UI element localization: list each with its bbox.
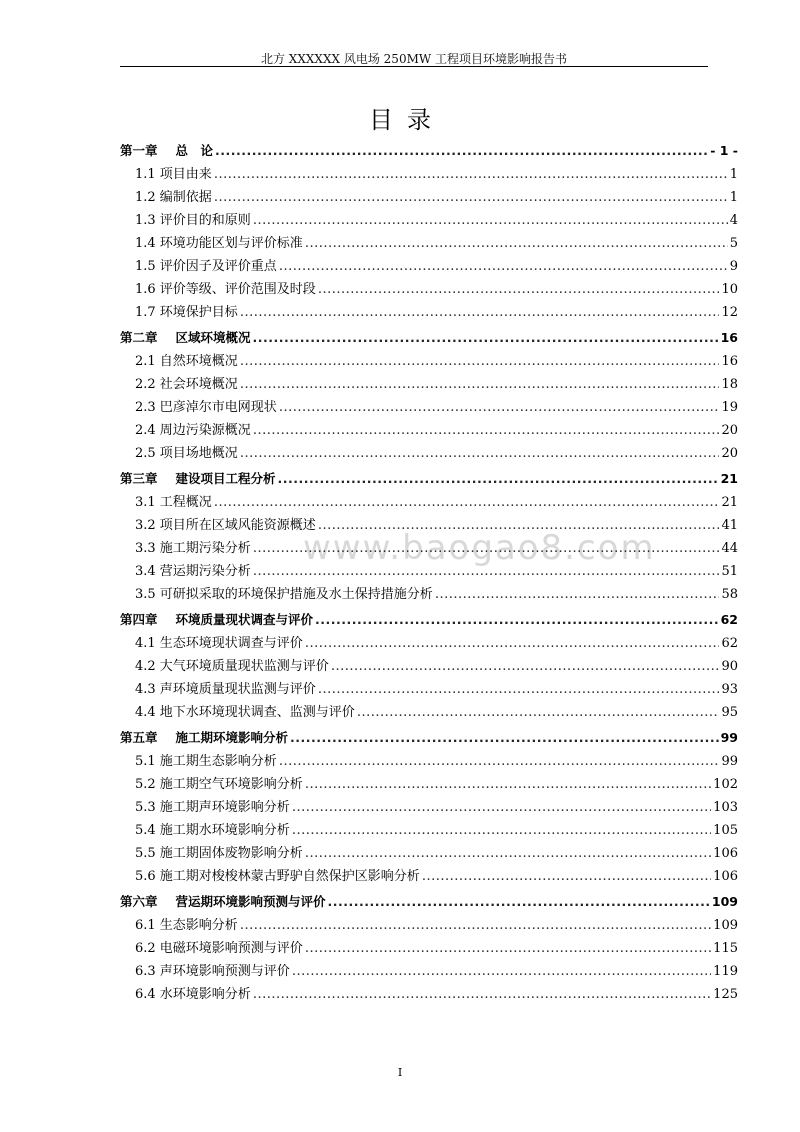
toc-entry-title: 2.1 自然环境概况 [135, 354, 238, 369]
dot-leader [422, 865, 711, 888]
toc-section-entry[interactable] [120, 209, 738, 232]
toc-entry-title: 1.3 评价目的和原则 [135, 213, 251, 228]
toc-section-entry[interactable] [120, 983, 738, 1006]
toc-section-entry[interactable] [120, 537, 738, 560]
toc-chapter-entry[interactable] [120, 139, 738, 163]
dot-leader [215, 139, 708, 163]
toc-entry-label [120, 726, 288, 750]
toc-page-number: 21 [720, 471, 738, 486]
toc-entry-label [120, 467, 276, 491]
toc-entry-label [120, 326, 251, 350]
chapter-number: 第六章 [120, 894, 158, 909]
toc-entry-title: 5.6 施工期对梭梭林蒙古野驴自然保护区影响分析 [135, 869, 420, 884]
toc-entry-title: 总 论 [175, 143, 214, 158]
dot-leader [240, 301, 720, 324]
toc-entry-title: 3.2 项目所在区域风能资源概述 [135, 518, 316, 533]
dot-leader [292, 796, 711, 819]
toc-page-number: 109 [711, 894, 738, 909]
toc-entry-label [135, 373, 238, 396]
toc-entry-title: 施工期环境影响分析 [175, 730, 289, 745]
toc-entry-label [135, 163, 212, 186]
toc-entry-title: 5.1 施工期生态影响分析 [135, 754, 277, 769]
dot-leader [214, 186, 728, 209]
toc-chapter-entry[interactable] [120, 326, 738, 350]
dot-leader [240, 373, 720, 396]
toc-entry-title: 建设项目工程分析 [175, 471, 276, 486]
toc-entry-title: 5.2 施工期空气环境影响分析 [135, 777, 303, 792]
toc-entry-title: 6.3 声环境影响预测与评价 [135, 964, 290, 979]
dot-leader [253, 560, 720, 583]
toc-page-number: 18 [721, 377, 738, 392]
toc-page-number: 5 [729, 236, 738, 251]
dot-leader [290, 726, 719, 750]
toc-entry-title: 2.5 项目场地概况 [135, 446, 238, 461]
toc-page-number: 21 [721, 495, 738, 510]
toc-entry-label [135, 209, 251, 232]
toc-page-number: 95 [721, 705, 738, 720]
toc-page-number: 62 [721, 636, 738, 651]
toc-entry-label [135, 655, 329, 678]
dot-leader [328, 890, 710, 914]
toc-page-number: 20 [721, 423, 738, 438]
dot-leader [278, 467, 719, 491]
toc-page-number: 12 [721, 305, 738, 320]
toc-page-number: 1 [729, 190, 738, 205]
toc-page-number: 106 [713, 846, 738, 861]
toc-section-entry[interactable] [120, 796, 738, 819]
toc-entry-label [135, 678, 316, 701]
table-of-contents [120, 139, 738, 1006]
toc-entry-title: 5.4 施工期水环境影响分析 [135, 823, 290, 838]
toc-page-number: 1 [729, 167, 738, 182]
toc-page-number: 125 [713, 987, 738, 1002]
toc-entry-label [135, 983, 251, 1006]
toc-entry-title: 6.2 电磁环境影响预测与评价 [135, 941, 303, 956]
toc-entry-title: 1.2 编制依据 [135, 190, 212, 205]
toc-page-number: 105 [713, 823, 738, 838]
toc-entry-title: 5.3 施工期声环境影响分析 [135, 800, 290, 815]
toc-section-entry[interactable] [120, 842, 738, 865]
chapter-number: 第四章 [120, 612, 158, 627]
toc-page-number: 103 [713, 800, 738, 815]
toc-page-number: 44 [721, 541, 738, 556]
dot-leader [240, 442, 720, 465]
toc-entry-title: 5.5 施工期固体废物影响分析 [135, 846, 303, 861]
toc-entry-label [135, 301, 238, 324]
toc-entry-title: 1.7 环境保护目标 [135, 305, 238, 320]
dot-leader [318, 278, 720, 301]
toc-entry-label [135, 537, 251, 560]
toc-page-number: 9 [729, 259, 738, 274]
toc-entry-title: 3.4 营运期污染分析 [135, 564, 251, 579]
toc-entry-label [120, 890, 326, 914]
dot-leader [292, 960, 711, 983]
toc-entry-title: 3.3 施工期污染分析 [135, 541, 251, 556]
toc-page-number: 109 [713, 918, 738, 933]
dot-leader [318, 678, 720, 701]
toc-section-entry[interactable] [120, 301, 738, 324]
toc-entry-label [135, 419, 251, 442]
dot-leader [305, 937, 711, 960]
toc-page-number: 20 [721, 446, 738, 461]
toc-entry-title: 2.4 周边污染源概况 [135, 423, 251, 438]
toc-entry-label [135, 186, 212, 209]
toc-section-entry[interactable] [120, 396, 738, 419]
toc-section-entry[interactable] [120, 373, 738, 396]
toc-entry-title: 1.6 评价等级、评价范围及时段 [135, 282, 316, 297]
toc-page-number: 106 [713, 869, 738, 884]
toc-entry-label [135, 773, 303, 796]
toc-page-number: 93 [721, 682, 738, 697]
toc-entry-label [135, 865, 420, 888]
dot-leader [279, 396, 720, 419]
toc-section-entry[interactable] [120, 655, 738, 678]
toc-entry-title: 1.4 环境功能区划与评价标准 [135, 236, 303, 251]
dot-leader [315, 608, 719, 632]
toc-entry-title: 区域环境概况 [175, 330, 251, 345]
toc-entry-title: 6.1 生态影响分析 [135, 918, 238, 933]
dot-leader [253, 326, 719, 350]
toc-entry-label [135, 842, 303, 865]
toc-entry-label [135, 514, 316, 537]
toc-section-entry[interactable] [120, 186, 738, 209]
toc-section-entry[interactable] [120, 350, 738, 373]
toc-page-number: 19 [721, 400, 738, 415]
toc-section-entry[interactable] [120, 232, 738, 255]
toc-entry-title: 4.2 大气环境质量现状监测与评价 [135, 659, 329, 674]
toc-chapter-entry[interactable] [120, 726, 738, 750]
dot-leader [305, 773, 711, 796]
toc-page-number: 119 [713, 964, 738, 979]
toc-entry-label [135, 560, 251, 583]
toc-entry-label [135, 583, 433, 606]
dot-leader [305, 842, 711, 865]
page-header: 北方 XXXXXX 风电场 250MW 工程项目环境影响报告书 [260, 52, 568, 66]
toc-entry-label [135, 396, 277, 419]
toc-page-number: 58 [721, 587, 738, 602]
toc-entry-label [135, 914, 238, 937]
dot-leader [279, 255, 728, 278]
toc-chapter-entry[interactable] [120, 467, 738, 491]
toc-page-number: 90 [721, 659, 738, 674]
toc-page-number: 16 [721, 354, 738, 369]
toc-entry-title: 营运期环境影响预测与评价 [175, 894, 326, 909]
dot-leader [240, 914, 711, 937]
toc-page-number: 51 [721, 564, 738, 579]
toc-entry-label [135, 750, 277, 773]
toc-entry-label [135, 937, 303, 960]
toc-section-entry[interactable] [120, 560, 738, 583]
toc-entry-title: 3.1 工程概况 [135, 495, 212, 510]
toc-section-entry[interactable] [120, 678, 738, 701]
chapter-number: 第一章 [120, 143, 158, 158]
toc-entry-label [135, 350, 238, 373]
toc-page-number: 41 [721, 518, 738, 533]
toc-entry-label [135, 960, 290, 983]
toc-chapter-entry[interactable] [120, 890, 738, 914]
toc-page-number: 102 [713, 777, 738, 792]
toc-section-entry[interactable] [120, 442, 738, 465]
toc-page-number: 16 [720, 330, 738, 345]
watermark: www.baogao8.com [303, 528, 656, 568]
toc-section-entry[interactable] [120, 491, 738, 514]
toc-section-entry[interactable] [120, 163, 738, 186]
chapter-number: 第三章 [120, 471, 158, 486]
toc-entry-label [135, 796, 290, 819]
toc-entry-label [120, 608, 313, 632]
toc-entry-title: 2.2 社会环境概况 [135, 377, 238, 392]
toc-entry-title: 4.1 生态环境现状调查与评价 [135, 636, 303, 651]
toc-entry-title: 4.4 地下水环境现状调查、监测与评价 [135, 705, 355, 720]
dot-leader [305, 232, 728, 255]
toc-entry-label [135, 701, 355, 724]
toc-entry-title: 1.5 评价因子及评价重点 [135, 259, 277, 274]
dot-leader [253, 419, 720, 442]
toc-section-entry[interactable] [120, 937, 738, 960]
toc-entry-label [135, 278, 316, 301]
toc-page-number: 4 [729, 213, 738, 228]
toc-title: 目录 [369, 106, 445, 134]
dot-leader [331, 655, 720, 678]
toc-section-entry[interactable] [120, 819, 738, 842]
toc-entry-title: 3.5 可研拟采取的环境保护措施及水土保持措施分析 [135, 587, 433, 602]
page-number: I [397, 1066, 403, 1079]
toc-page-number: 99 [720, 730, 738, 745]
dot-leader [292, 819, 711, 842]
toc-section-entry[interactable] [120, 419, 738, 442]
toc-section-entry[interactable] [120, 514, 738, 537]
dot-leader [253, 209, 728, 232]
toc-page-number: 10 [721, 282, 738, 297]
dot-leader [214, 163, 728, 186]
dot-leader [253, 983, 711, 1006]
dot-leader [318, 514, 720, 537]
toc-entry-label [135, 232, 303, 255]
toc-section-entry[interactable] [120, 750, 738, 773]
dot-leader [214, 491, 720, 514]
toc-section-entry[interactable] [120, 914, 738, 937]
dot-leader [240, 350, 720, 373]
toc-page-number: - 1 - [710, 143, 738, 158]
toc-page-number: 99 [721, 754, 738, 769]
toc-chapter-entry[interactable] [120, 608, 738, 632]
toc-entry-title: 2.3 巴彦淖尔市电网现状 [135, 400, 277, 415]
toc-entry-title: 环境质量现状调查与评价 [175, 612, 314, 627]
toc-entry-label [135, 819, 290, 842]
toc-section-entry[interactable] [120, 701, 738, 724]
chapter-number: 第五章 [120, 730, 158, 745]
dot-leader [357, 701, 720, 724]
dot-leader [305, 632, 720, 655]
toc-section-entry[interactable] [120, 865, 738, 888]
toc-section-entry[interactable] [120, 583, 738, 606]
toc-entry-title: 6.4 水环境影响分析 [135, 987, 251, 1002]
toc-entry-title: 1.1 项目由来 [135, 167, 212, 182]
toc-section-entry[interactable] [120, 632, 738, 655]
toc-entry-label [135, 255, 277, 278]
toc-entry-label [135, 442, 238, 465]
chapter-number: 第二章 [120, 330, 158, 345]
dot-leader [253, 537, 720, 560]
toc-section-entry[interactable] [120, 255, 738, 278]
toc-page-number: 62 [720, 612, 738, 627]
toc-entry-label [120, 139, 213, 163]
toc-entry-title: 4.3 声环境质量现状监测与评价 [135, 682, 316, 697]
toc-section-entry[interactable] [120, 278, 738, 301]
toc-section-entry[interactable] [120, 960, 738, 983]
toc-entry-label [135, 491, 212, 514]
dot-leader [279, 750, 720, 773]
toc-page-number: 115 [713, 941, 738, 956]
dot-leader [435, 583, 720, 606]
toc-section-entry[interactable] [120, 773, 738, 796]
header-rule [120, 66, 708, 67]
toc-entry-label [135, 632, 303, 655]
